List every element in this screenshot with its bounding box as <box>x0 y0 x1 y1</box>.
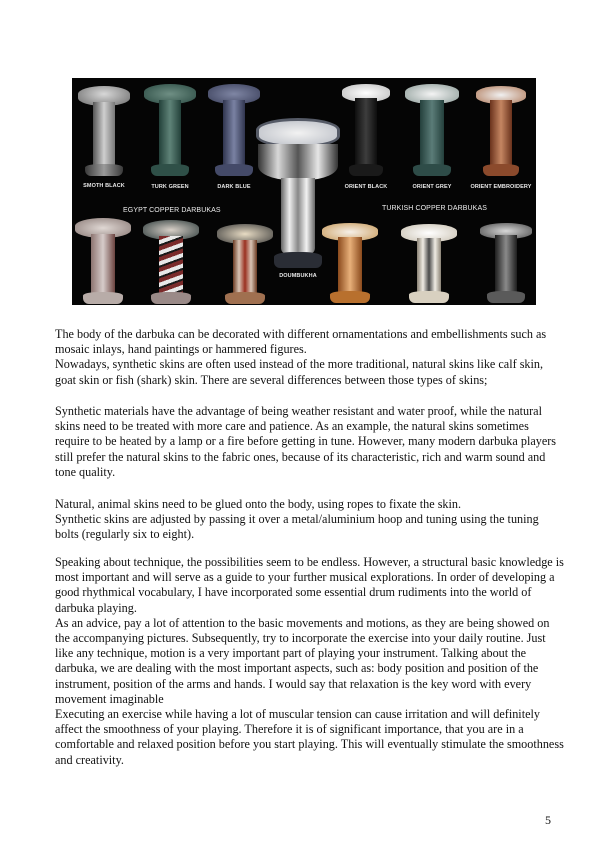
drum-orient-black <box>342 84 390 176</box>
drum-turkish-copper-2 <box>401 224 457 303</box>
drum-turkish-copper-3 <box>480 223 532 303</box>
drum-turkish-copper-1 <box>322 223 378 303</box>
drum-orient-embroidery <box>476 86 526 176</box>
paragraph-synthetic-materials <box>55 404 565 480</box>
label-smoth-black: SMOTH BLACK <box>83 183 125 189</box>
page-number: 5 <box>545 813 551 827</box>
paragraph-line: Speaking about technique, the possibilities seem to be endless. However, a structural basic knowledge is most important and will serve as a guide to your further musical explorations. In order of developing a good rhythmical vocabulary, I have incorporated some essential drum rudiments into the world of darbuka playing. <box>55 555 564 615</box>
label-orient-grey: ORIENT GREY <box>412 184 452 190</box>
paragraph-skin-mounting <box>55 497 565 543</box>
drum-egypt-copper-2 <box>143 220 199 304</box>
drum-dark-blue <box>208 84 260 176</box>
drum-smoth-black <box>78 86 130 176</box>
paragraph-line: Natural, animal skins need to be glued onto the body, using ropes to fixate the skin. <box>55 497 462 511</box>
paragraph-line: Synthetic skins are adjusted by passing it over a metal/aluminium hoop and tuning using the tuning bolts (regularly six to eight). <box>55 512 539 542</box>
paragraph-line: Executing an exercise while having a lot of muscular tension can cause irritation and will definitely affect the smoothness of your playing. Therefore it is of significant importance, that you are in a comfortable and relaxed position before you start playing. This will eventually stimulate the smoothness and creativity. <box>55 707 564 767</box>
label-turk-green: TURK GREEN <box>151 184 189 190</box>
label-doumbukha: DOUMBUKHA <box>279 273 317 279</box>
label-egypt-copper-darbukas: EGYPT COPPER DARBUKAS <box>123 207 221 214</box>
drum-orient-grey <box>405 84 459 176</box>
paragraph-line: As an advice, pay a lot of attention to the basic movements and motions, as they are being showed on the accompanying pictures. Subsequently, try to incorporate the exercise into your daily routine. Just like any technique, motion is a very important part of playing your instrument. Talking about the darbuka, we are dealing with the most important aspects, such as: body position and position of the instrument, position of the arms and hands. I would say that relaxation is the key word with every movement imaginable <box>55 615 550 706</box>
drum-turk-green <box>144 84 196 176</box>
paragraph-line: The body of the darbuka can be decorated with different ornamentations and embellishments such as mosaic inlays, hand paintings or hammered figures. <box>55 327 547 357</box>
paragraph-line: Synthetic materials have the advantage of being weather resistant and water proof, while the natural skins need to be treated with more care and patience. As an example, the natural skins sometimes require to be heated by a lamp or a fire before getting in tune. However, many modern darbuka players still prefer the natural skins to the fabric ones, because of its characteristic, rich and warm sound and tone quality. <box>55 404 557 479</box>
drum-egypt-copper-3 <box>217 224 273 304</box>
label-turkish-copper-darbukas: TURKISH COPPER DARBUKAS <box>382 205 487 212</box>
drum-egypt-copper-1 <box>75 218 131 304</box>
paragraph-ornamentation <box>55 327 565 388</box>
paragraph-technique <box>55 555 565 768</box>
label-orient-black: ORIENT BLACK <box>344 184 388 190</box>
paragraph-line: Nowadays, synthetic skins are often used instead of the more traditional, natural skins like calf skin, goat skin or fish (shark) skin. There are several differences between those types of skins; <box>55 357 544 387</box>
label-orient-embroidery: ORIENT EMBROIDERY <box>470 184 532 190</box>
darbuka-catalog-image <box>72 78 536 305</box>
label-dark-blue: DARK BLUE <box>217 184 251 190</box>
